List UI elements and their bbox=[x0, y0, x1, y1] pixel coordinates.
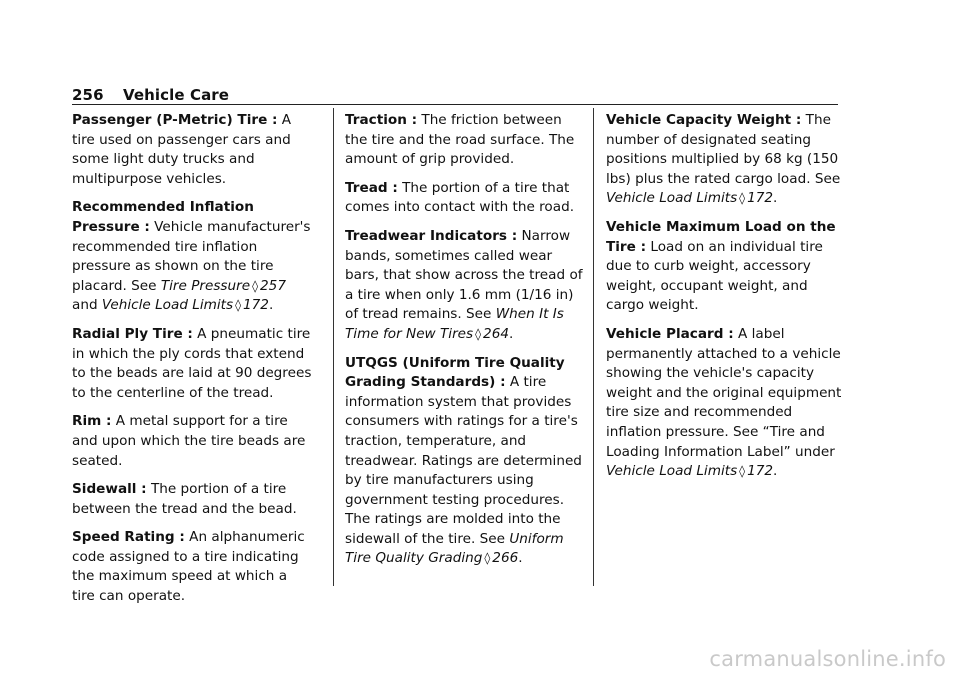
cross-reference-link[interactable]: Vehicle Load Limits bbox=[101, 297, 234, 314]
entry-text: . bbox=[509, 325, 514, 342]
page-header bbox=[72, 86, 229, 106]
page-ref-number[interactable]: 266 bbox=[492, 550, 519, 567]
glossary-entry bbox=[606, 111, 844, 209]
glossary-entry bbox=[345, 227, 587, 345]
entry-definition: A tire information system that provides consumers with ratings for a tire's traction, temperature, and treadwear. Ratings are determined by tire manufacturers using government testing procedures. The ratings are molded into the sidewall of the tire. See bbox=[345, 374, 582, 547]
glossary-entry bbox=[72, 480, 314, 519]
cross-reference-link[interactable]: Vehicle Load Limits bbox=[606, 190, 738, 207]
glossary-entry bbox=[72, 111, 314, 189]
page-ref-icon: ◊ bbox=[235, 298, 241, 313]
entry-term: Sidewall : bbox=[72, 481, 147, 498]
page-ref-icon: ◊ bbox=[475, 326, 482, 341]
watermark: carmanualsonline.info bbox=[709, 647, 946, 672]
entry-term: Tread : bbox=[345, 179, 398, 196]
page-ref-icon: ◊ bbox=[484, 551, 491, 566]
page-ref-number[interactable]: 257 bbox=[260, 277, 286, 294]
entry-definition: A tire used on passenger cars and some light duty trucks and multipurpose vehicles. bbox=[72, 112, 292, 187]
entry-text: . bbox=[773, 463, 778, 480]
entry-definition: A pneumatic tire in which the ply cords that extend to the beads are laid at 90 degrees to the centerline of the tread. bbox=[72, 325, 312, 401]
entry-definition: Vehicle manufacturer's recommended tire inflation pressure as shown on the tire placard. See bbox=[72, 218, 311, 294]
entry-term: Vehicle Maximum Load on the Tire : bbox=[606, 218, 836, 255]
entry-term: Speed Rating : bbox=[72, 529, 185, 546]
page-number: 256 bbox=[72, 86, 104, 104]
entry-definition: The portion of a tire between the tread and the bead. bbox=[72, 481, 297, 517]
page-ref-icon: ◊ bbox=[252, 278, 259, 293]
entry-definition: An alphanumeric code assigned to a tire indicating the maximum speed at which a tire can operate. bbox=[72, 529, 305, 605]
entry-definition: The portion of a tire that comes into contact with the road. bbox=[345, 179, 575, 216]
glossary-entry bbox=[345, 179, 587, 218]
entry-text: . bbox=[773, 190, 778, 207]
section-title: Vehicle Care bbox=[122, 86, 230, 104]
column-3 bbox=[606, 111, 844, 491]
cross-reference-link[interactable]: When It Is Time for New Tires bbox=[345, 306, 564, 342]
entry-term: Treadwear Indicators : bbox=[345, 227, 518, 244]
cross-reference-link[interactable]: Vehicle Load Limits bbox=[606, 463, 738, 480]
entry-term: Recommended Inflation Pressure : bbox=[72, 199, 254, 235]
entry-text: . bbox=[518, 550, 523, 567]
glossary-entry bbox=[606, 325, 844, 482]
page-ref-number[interactable]: 172 bbox=[243, 297, 269, 314]
glossary-entry bbox=[72, 325, 314, 403]
page-ref-number[interactable]: 172 bbox=[747, 463, 774, 480]
entry-term: Vehicle Placard : bbox=[606, 325, 734, 342]
entry-definition: A label permanently attached to a vehicle showing the vehicle's capacity weight and the original equipment tire size and recommended inflation pressure. See “Tire and Loading Information Label” under bbox=[606, 325, 842, 460]
column-divider bbox=[593, 108, 594, 586]
entry-term: Passenger (P-Metric) Tire : bbox=[72, 112, 278, 128]
entry-definition: Load on an individual tire due to curb weight, accessory weight, occupant weight, and cargo weight. bbox=[606, 238, 823, 314]
entry-term: UTQGS (Uniform Tire Quality Grading Standards) : bbox=[345, 354, 565, 391]
page-ref-number[interactable]: 264 bbox=[483, 325, 509, 342]
glossary-entry bbox=[606, 218, 844, 316]
column-1 bbox=[72, 111, 314, 616]
entry-term: Rim : bbox=[72, 413, 112, 430]
entry-definition: Narrow bands, sometimes called wear bars, that show across the tread of a tire when only 1.6 mm (1/16 in) of tread remains. See bbox=[345, 227, 583, 323]
entry-term: Traction : bbox=[345, 112, 418, 128]
cross-reference-link[interactable]: Tire Pressure bbox=[160, 277, 251, 294]
column-2 bbox=[345, 111, 587, 578]
entry-term: Vehicle Capacity Weight : bbox=[606, 112, 802, 128]
entry-text: and bbox=[72, 297, 102, 314]
page-ref-icon: ◊ bbox=[739, 464, 746, 479]
entry-text: . bbox=[268, 297, 274, 314]
glossary-entry bbox=[72, 528, 314, 606]
column-divider bbox=[333, 108, 334, 586]
page-ref-icon: ◊ bbox=[739, 191, 746, 206]
entry-term: Radial Ply Tire : bbox=[72, 325, 193, 342]
glossary-entry bbox=[72, 198, 314, 316]
page-ref-number[interactable]: 172 bbox=[747, 190, 774, 207]
entry-definition: The number of designated seating positions multiplied by 68 kg (150 lbs) plus the rated cargo load. See bbox=[606, 112, 841, 187]
entry-definition: A metal support for a tire and upon which the tire beads are seated. bbox=[72, 413, 306, 469]
glossary-entry bbox=[72, 412, 314, 471]
entry-definition: The friction between the tire and the road surface. The amount of grip provided. bbox=[345, 112, 575, 168]
header-divider bbox=[72, 104, 838, 105]
glossary-entry bbox=[345, 111, 587, 170]
glossary-entry bbox=[345, 354, 587, 570]
cross-reference-link[interactable]: Uniform Tire Quality Grading bbox=[345, 530, 564, 567]
